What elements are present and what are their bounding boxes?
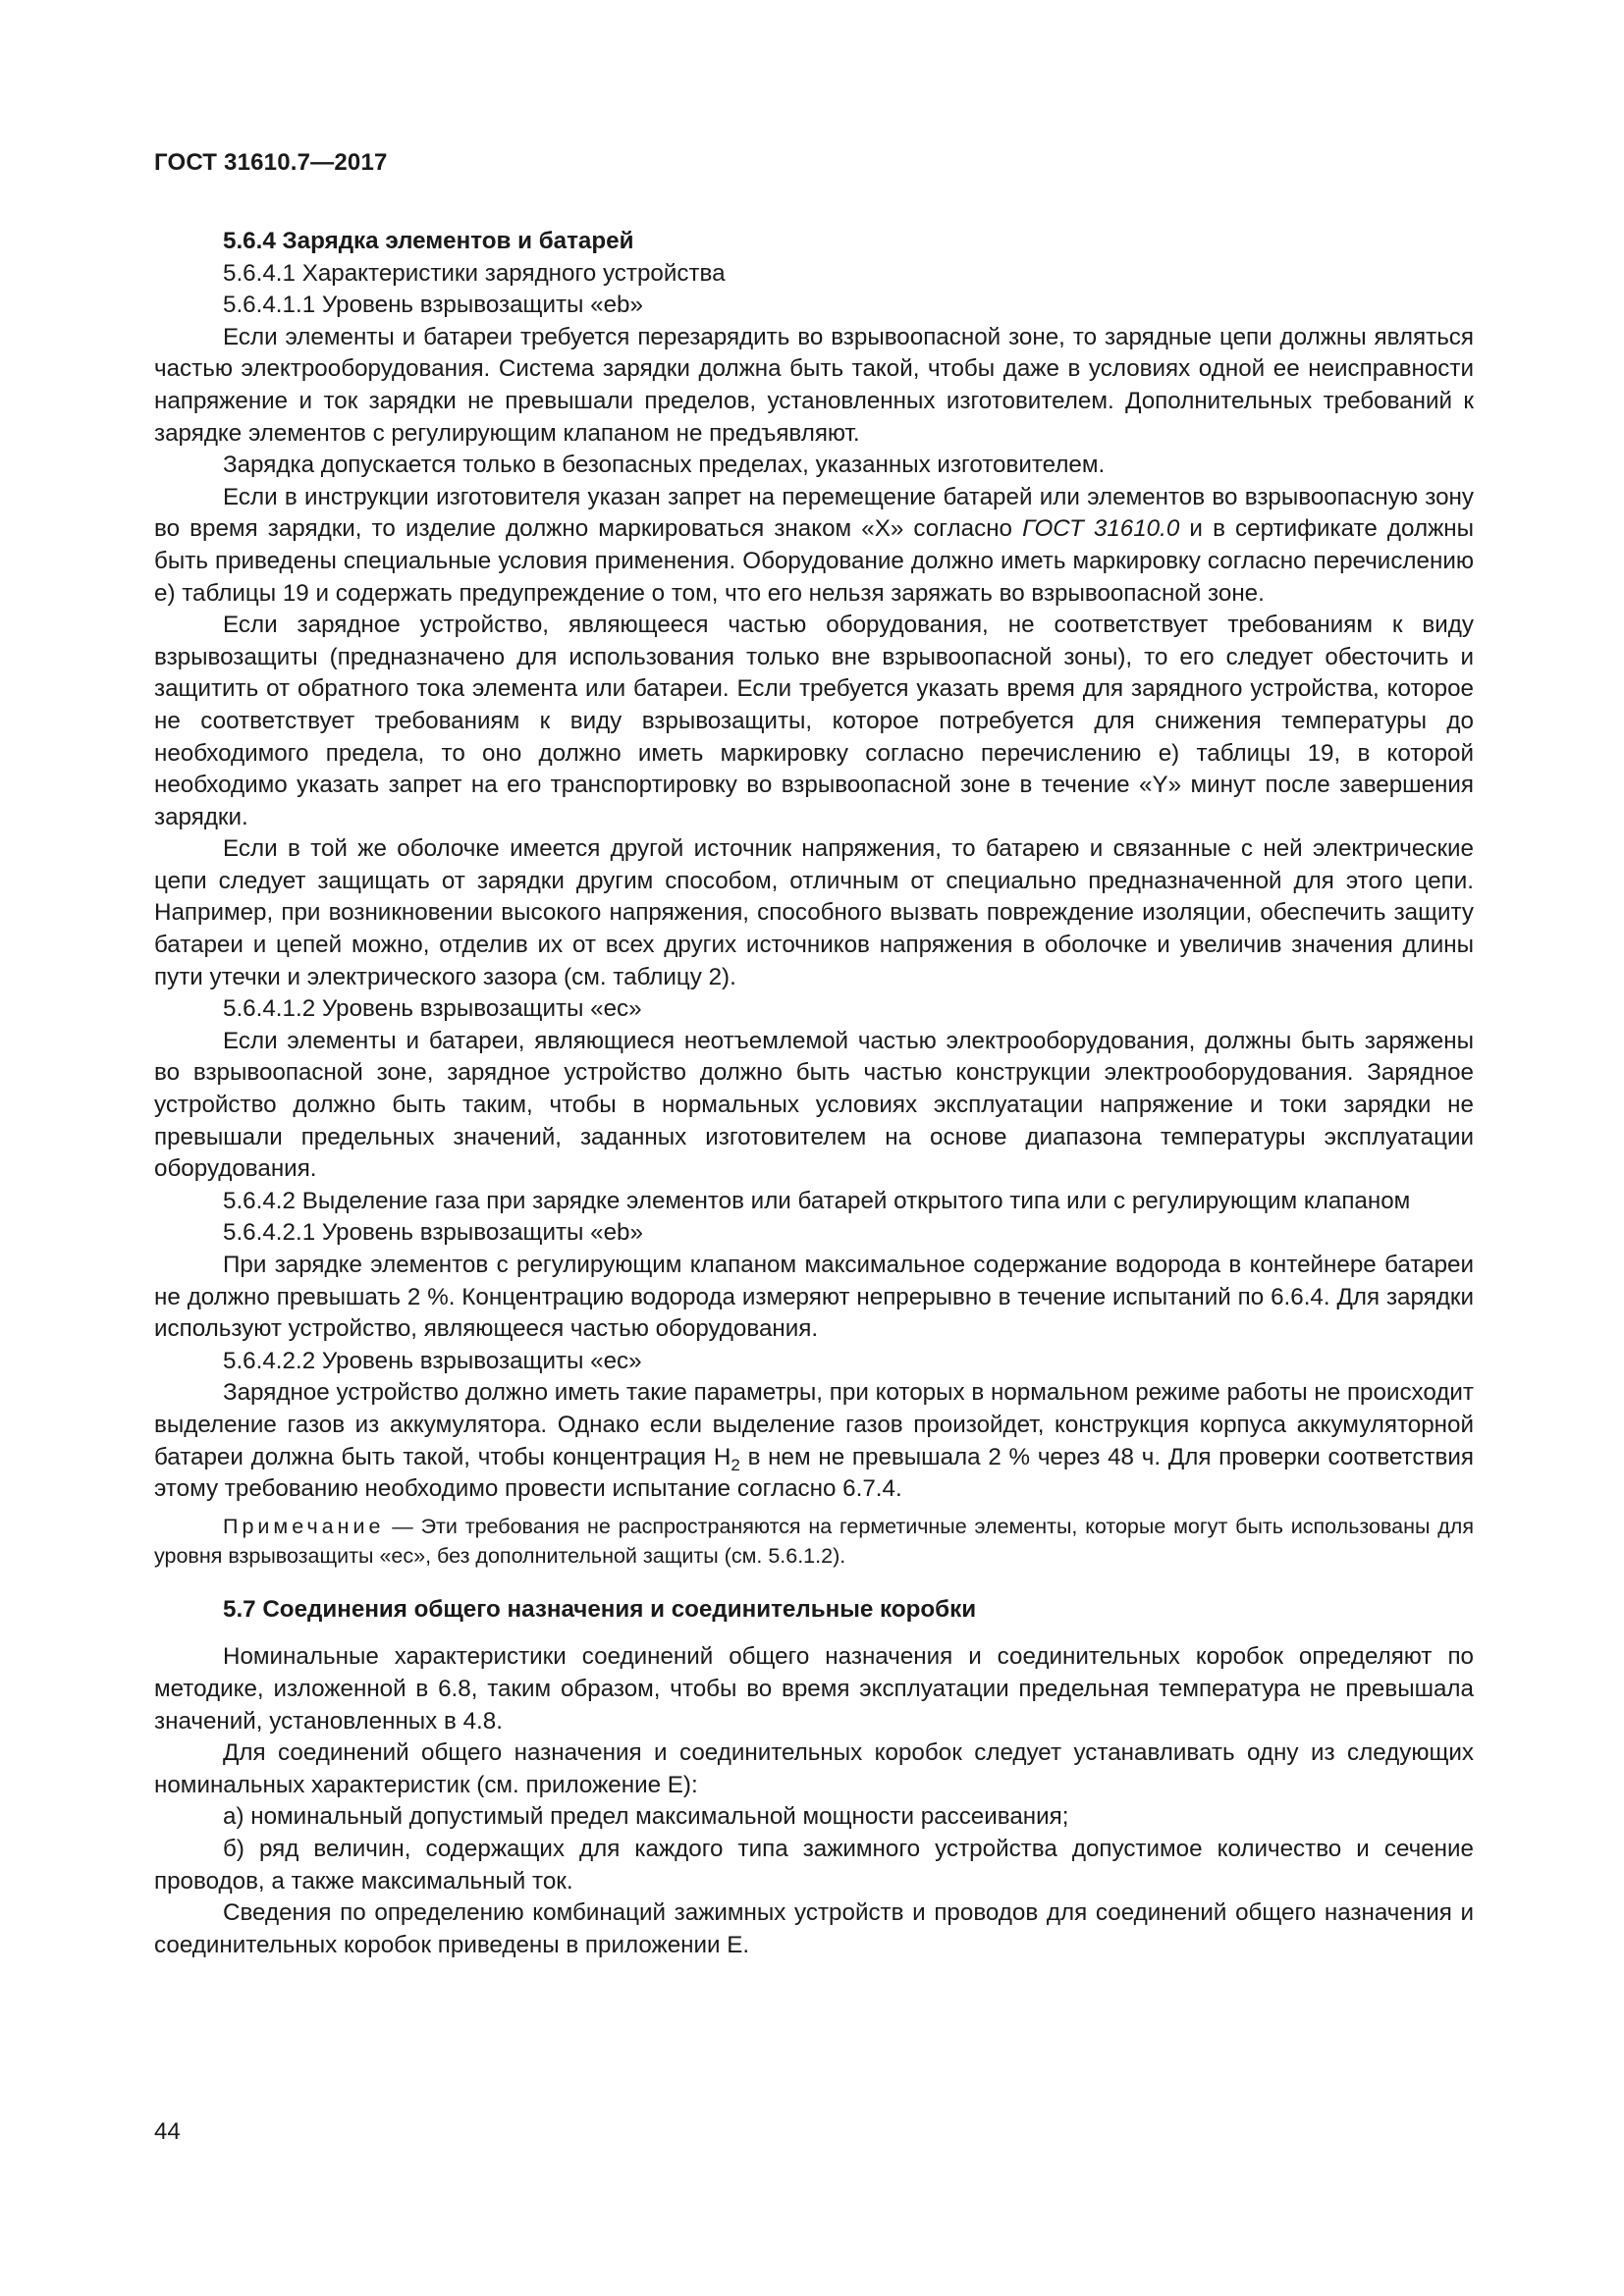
subsection-heading: 5.6.4.1.1 Уровень взрывозащиты «eb» <box>223 292 643 319</box>
paragraph: При зарядке элементов с регулирующим клапаном максимальное содержание водорода в контейнере батареи не должно превышать 2 %. Концентрацию водорода измеряют непрерывно в течение испытаний по 6.6.4. Для зарядки используют устройство, являющееся частью оборудования. <box>154 1252 1474 1343</box>
paragraph: Зарядка допускается только в безопасных пределах, указанных изготовителем. <box>223 452 1106 479</box>
page-number: 44 <box>154 2118 181 2145</box>
list-item: б) ряд величин, содержащих для каждого типа зажимного устройства допустимое количество и сечение проводов, а также максимальный ток. <box>154 1835 1474 1895</box>
document-body <box>154 226 1474 1961</box>
subsection-heading: 5.6.4.2.2 Уровень взрывозащиты «ес» <box>223 1347 642 1374</box>
paragraph: Если в той же оболочке имеется другой источник напряжения, то батарею и связанные с ней электрические цепи следует защищать от зарядки другим способом, отличным от специально предназначенной для этого цепи. Например, при возникновении высокого напряжения, способного вызвать повреждение изоляции, обеспечить защиту батареи и цепей можно, отделив их от всех других источников напряжения в оболочке и увеличив значения длины пути утечки и электрического зазора (см. таблицу 2). <box>154 835 1474 990</box>
list-item: а) номинальный допустимый предел максимальной мощности рассеивания; <box>223 1803 1069 1831</box>
subscript: 2 <box>731 1455 740 1474</box>
subsection-heading: 5.6.4.1.2 Уровень взрывозащиты «ес» <box>223 995 642 1023</box>
paragraph <box>154 1377 1474 1505</box>
paragraph: Номинальные характеристики соединений общего назначения и соединительных коробок определяют по методике, изложенной в 6.8, таким образом, чтобы во время эксплуатации предельная температура не превышала значений, установленных в 4.8. <box>154 1643 1474 1735</box>
paragraph: Для соединений общего назначения и соединительных коробок следует устанавливать одну из следующих номинальных характеристик (см. приложение Е): <box>154 1739 1474 1798</box>
note-text: — Эти требования не распространяются на герметичные элементы, которые могут быть использованы для уровня взрывозащиты «ес», без дополнительной защиты (см. 5.6.1.2). <box>154 1514 1474 1568</box>
note-label: Примечание <box>223 1514 385 1538</box>
section-heading-5-7: 5.7 Соединения общего назначения и соединительные коробки <box>223 1595 977 1623</box>
paragraph: Если зарядное устройство, являющееся частью оборудования, не соответствует требованиям к виду взрывозащиты (предназначено для использования только вне взрывоопасной зоны), то его следует обесточить и защитить от обратного тока элемента или батареи. Если требуется указать время для зарядного устройства, которое не соответствует требованиям к виду взрывозащиты, которое потребуется для снижения температуры до необходимого предела, то оно должно иметь маркировку согласно перечислению е) таблицы 19, в которой необходимо указать запрет на его транспортировку во взрывоопасной зоне в течение «Y» минут после завершения зарядки. <box>154 612 1474 830</box>
subsection-heading: 5.6.4.1 Характеристики зарядного устройства <box>223 259 726 287</box>
document-header: ГОСТ 31610.7—2017 <box>154 149 388 176</box>
paragraph-text: в нем не превышала 2 % через 48 ч. Для проверки соответствия этому требованию необходимо провести испытание согласно 6.7.4. <box>154 1443 1474 1503</box>
note <box>154 1512 1474 1571</box>
paragraph-text: Если в инструкции изготовителя указан запрет на перемещение батарей или элементов во взрывоопасную зону во время зарядки, то изделие должно маркироваться знаком «Х» согласно <box>154 483 1474 543</box>
paragraph: Если элементы и батареи, являющиеся неотъемлемой частью электрооборудования, должны быть заряжены во взрывоопасной зоне, зарядное устройство должно быть частью конструкции электрооборудования. Зарядное устройство должно быть таким, чтобы в нормальных условиях эксплуатации напряжение и токи зарядки не превышали предельных значений, заданных изготовителем на основе диапазона температуры эксплуатации оборудования. <box>154 1027 1474 1183</box>
section-heading-5-6-4: 5.6.4 Зарядка элементов и батарей <box>223 228 634 254</box>
paragraph <box>154 482 1474 610</box>
subsection-heading: 5.6.4.2.1 Уровень взрывозащиты «eb» <box>223 1219 643 1247</box>
paragraph-text: и в сертификате должны быть приведены специальные условия применения. Оборудование должно иметь маркировку согласно перечислению е) таблицы 19 и содержать предупреждение о том, что его нельзя заряжать во взрывоопасной зоне. <box>154 515 1474 607</box>
paragraph-text: Зарядное устройство должно иметь такие параметры, при которых в нормальном режиме работы не происходит выделение газов из аккумулятора. Однако если выделение газов произойдет, конструкция корпуса аккумуляторной батареи должна быть такой, чтобы концентрация H <box>154 1379 1474 1470</box>
paragraph: Сведения по определению комбинаций зажимных устройств и проводов для соединений общего назначения и соединительных коробок приведены в приложении Е. <box>154 1899 1474 1958</box>
paragraph: Если элементы и батареи требуется перезарядить во взрывоопасной зоне, то зарядные цепи должны являться частью электрооборудования. Система зарядки должна быть такой, чтобы даже в условиях одной ее неисправности напряжение и ток зарядки не превышали пределов, установленных изготовителем. Дополнительных требований к зарядке элементов с регулирующим клапаном не предъявляют. <box>154 323 1474 447</box>
standard-reference: ГОСТ 31610.0 <box>1022 515 1180 543</box>
subsection-heading: 5.6.4.2 Выделение газа при зарядке элементов или батарей открытого типа или с регулирующим клапаном <box>223 1187 1411 1214</box>
